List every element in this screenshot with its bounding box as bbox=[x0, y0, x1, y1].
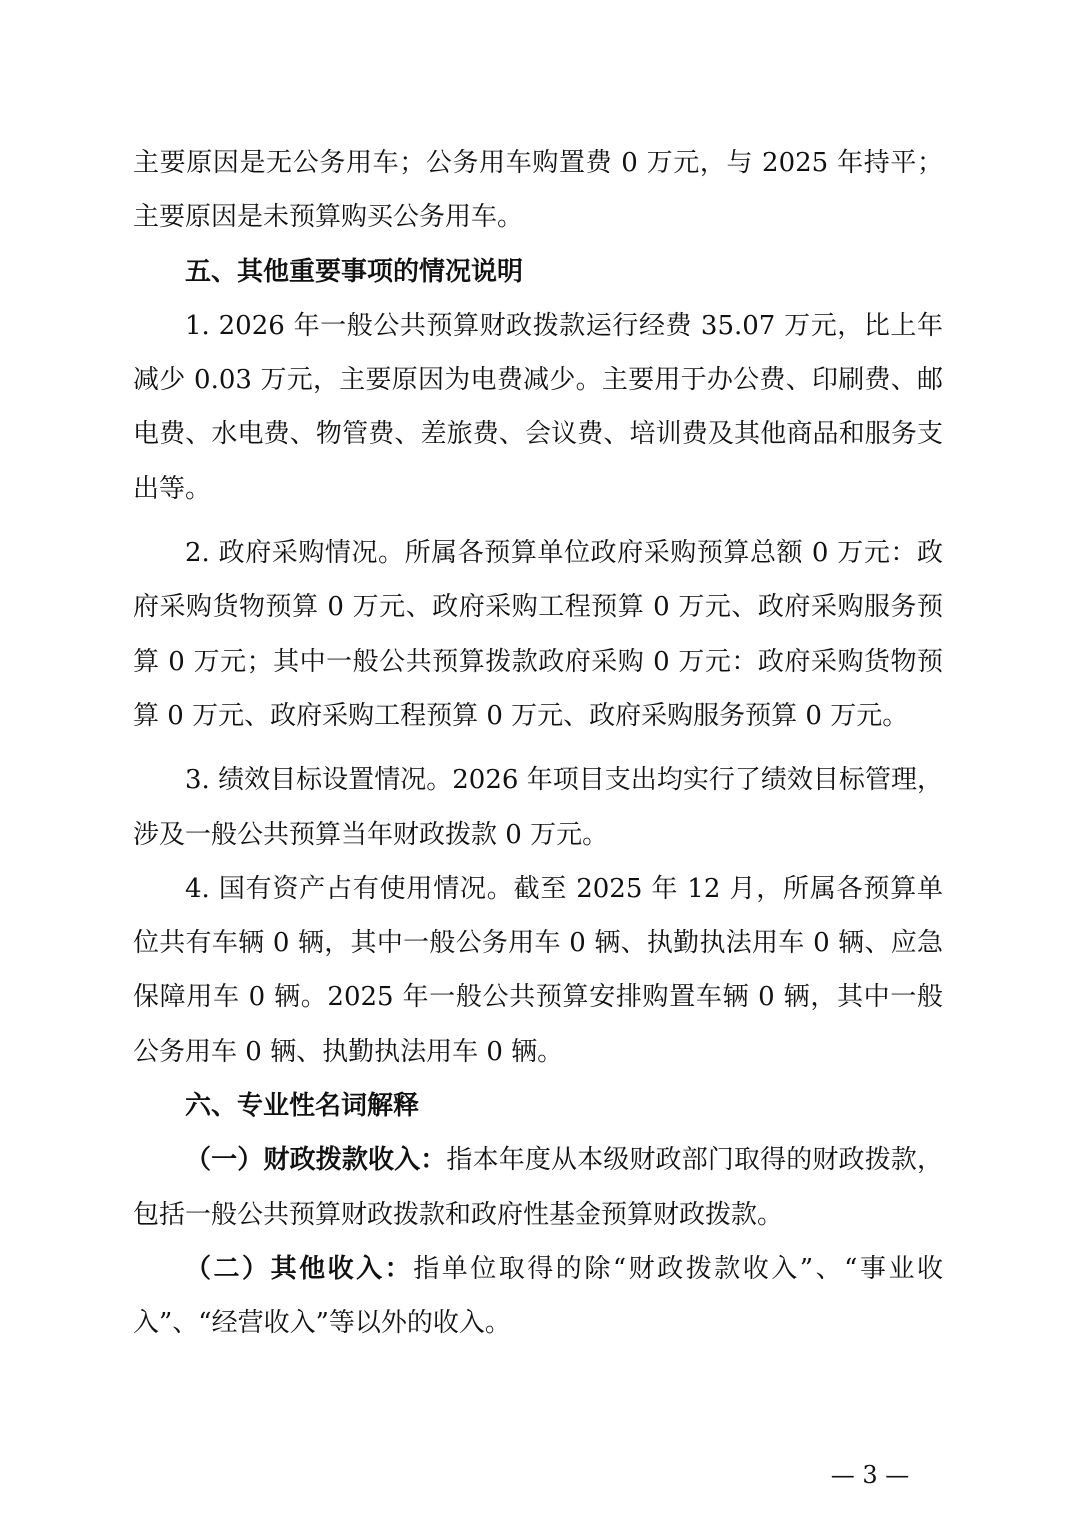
intro-paragraph: 主要原因是无公务用车；公务用车购置费 0 万元，与 2025 年持平；主要原因是未预算购买公务用车。 bbox=[133, 148, 943, 233]
page-number: — 3 — bbox=[830, 1461, 910, 1489]
section5-heading: 五、其他重要事项的情况说明 bbox=[185, 256, 524, 287]
term1-text: 指本年度从本级财政部门取得的财政拨款，包括一般公共预算财政拨款和政府性基金预算财政拨款。 bbox=[133, 1145, 943, 1230]
term1-label: （一）财政拨款收入： bbox=[185, 1145, 447, 1176]
document-body bbox=[133, 136, 943, 1351]
section6-heading: 六、专业性名词解释 bbox=[185, 1091, 420, 1122]
section5-item2: 2. 政府采购情况。所属各预算单位政府采购预算总额 0 万元：政府采购货物预算 0 万元、政府采购工程预算 0 万元、政府采购服务预算 0 万元；其中一般公共预算拨款政府采购 0 万元：政府采购货物预算 0 万元、政府采购工程预算 0 万元、政府采购服务预算 0 万元。 bbox=[133, 538, 943, 731]
section5-item1: 1. 2026 年一般公共预算财政拨款运行经费 35.07 万元，比上年减少 0.03 万元，主要原因为电费减少。主要用于办公费、印刷费、邮电费、水电费、物管费、差旅费、会议费、培训费及其他商品和服务支出等。 bbox=[133, 310, 943, 504]
section5-item3: 3. 绩效目标设置情况。2026 年项目支出均实行了绩效目标管理，涉及一般公共预算当年财政拨款 0 万元。 bbox=[133, 765, 943, 850]
term2-label: （二）其他收入： bbox=[185, 1253, 414, 1284]
term2-text: 指单位取得的除“财政拨款收入”、“事业收入”、“经营收入”等以外的收入。 bbox=[133, 1253, 943, 1339]
section5-item4: 4. 国有资产占有使用情况。截至 2025 年 12 月，所属各预算单位共有车辆 0 辆，其中一般公务用车 0 辆、执勤执法用车 0 辆、应急保障用车 0 辆。2025 年一般公共预算安排购置车辆 0 辆，其中一般公务用车 0 辆、执勤执法用车 0 辆。 bbox=[133, 873, 943, 1067]
section6-term2 bbox=[133, 1242, 943, 1351]
section6-term1 bbox=[133, 1133, 943, 1242]
